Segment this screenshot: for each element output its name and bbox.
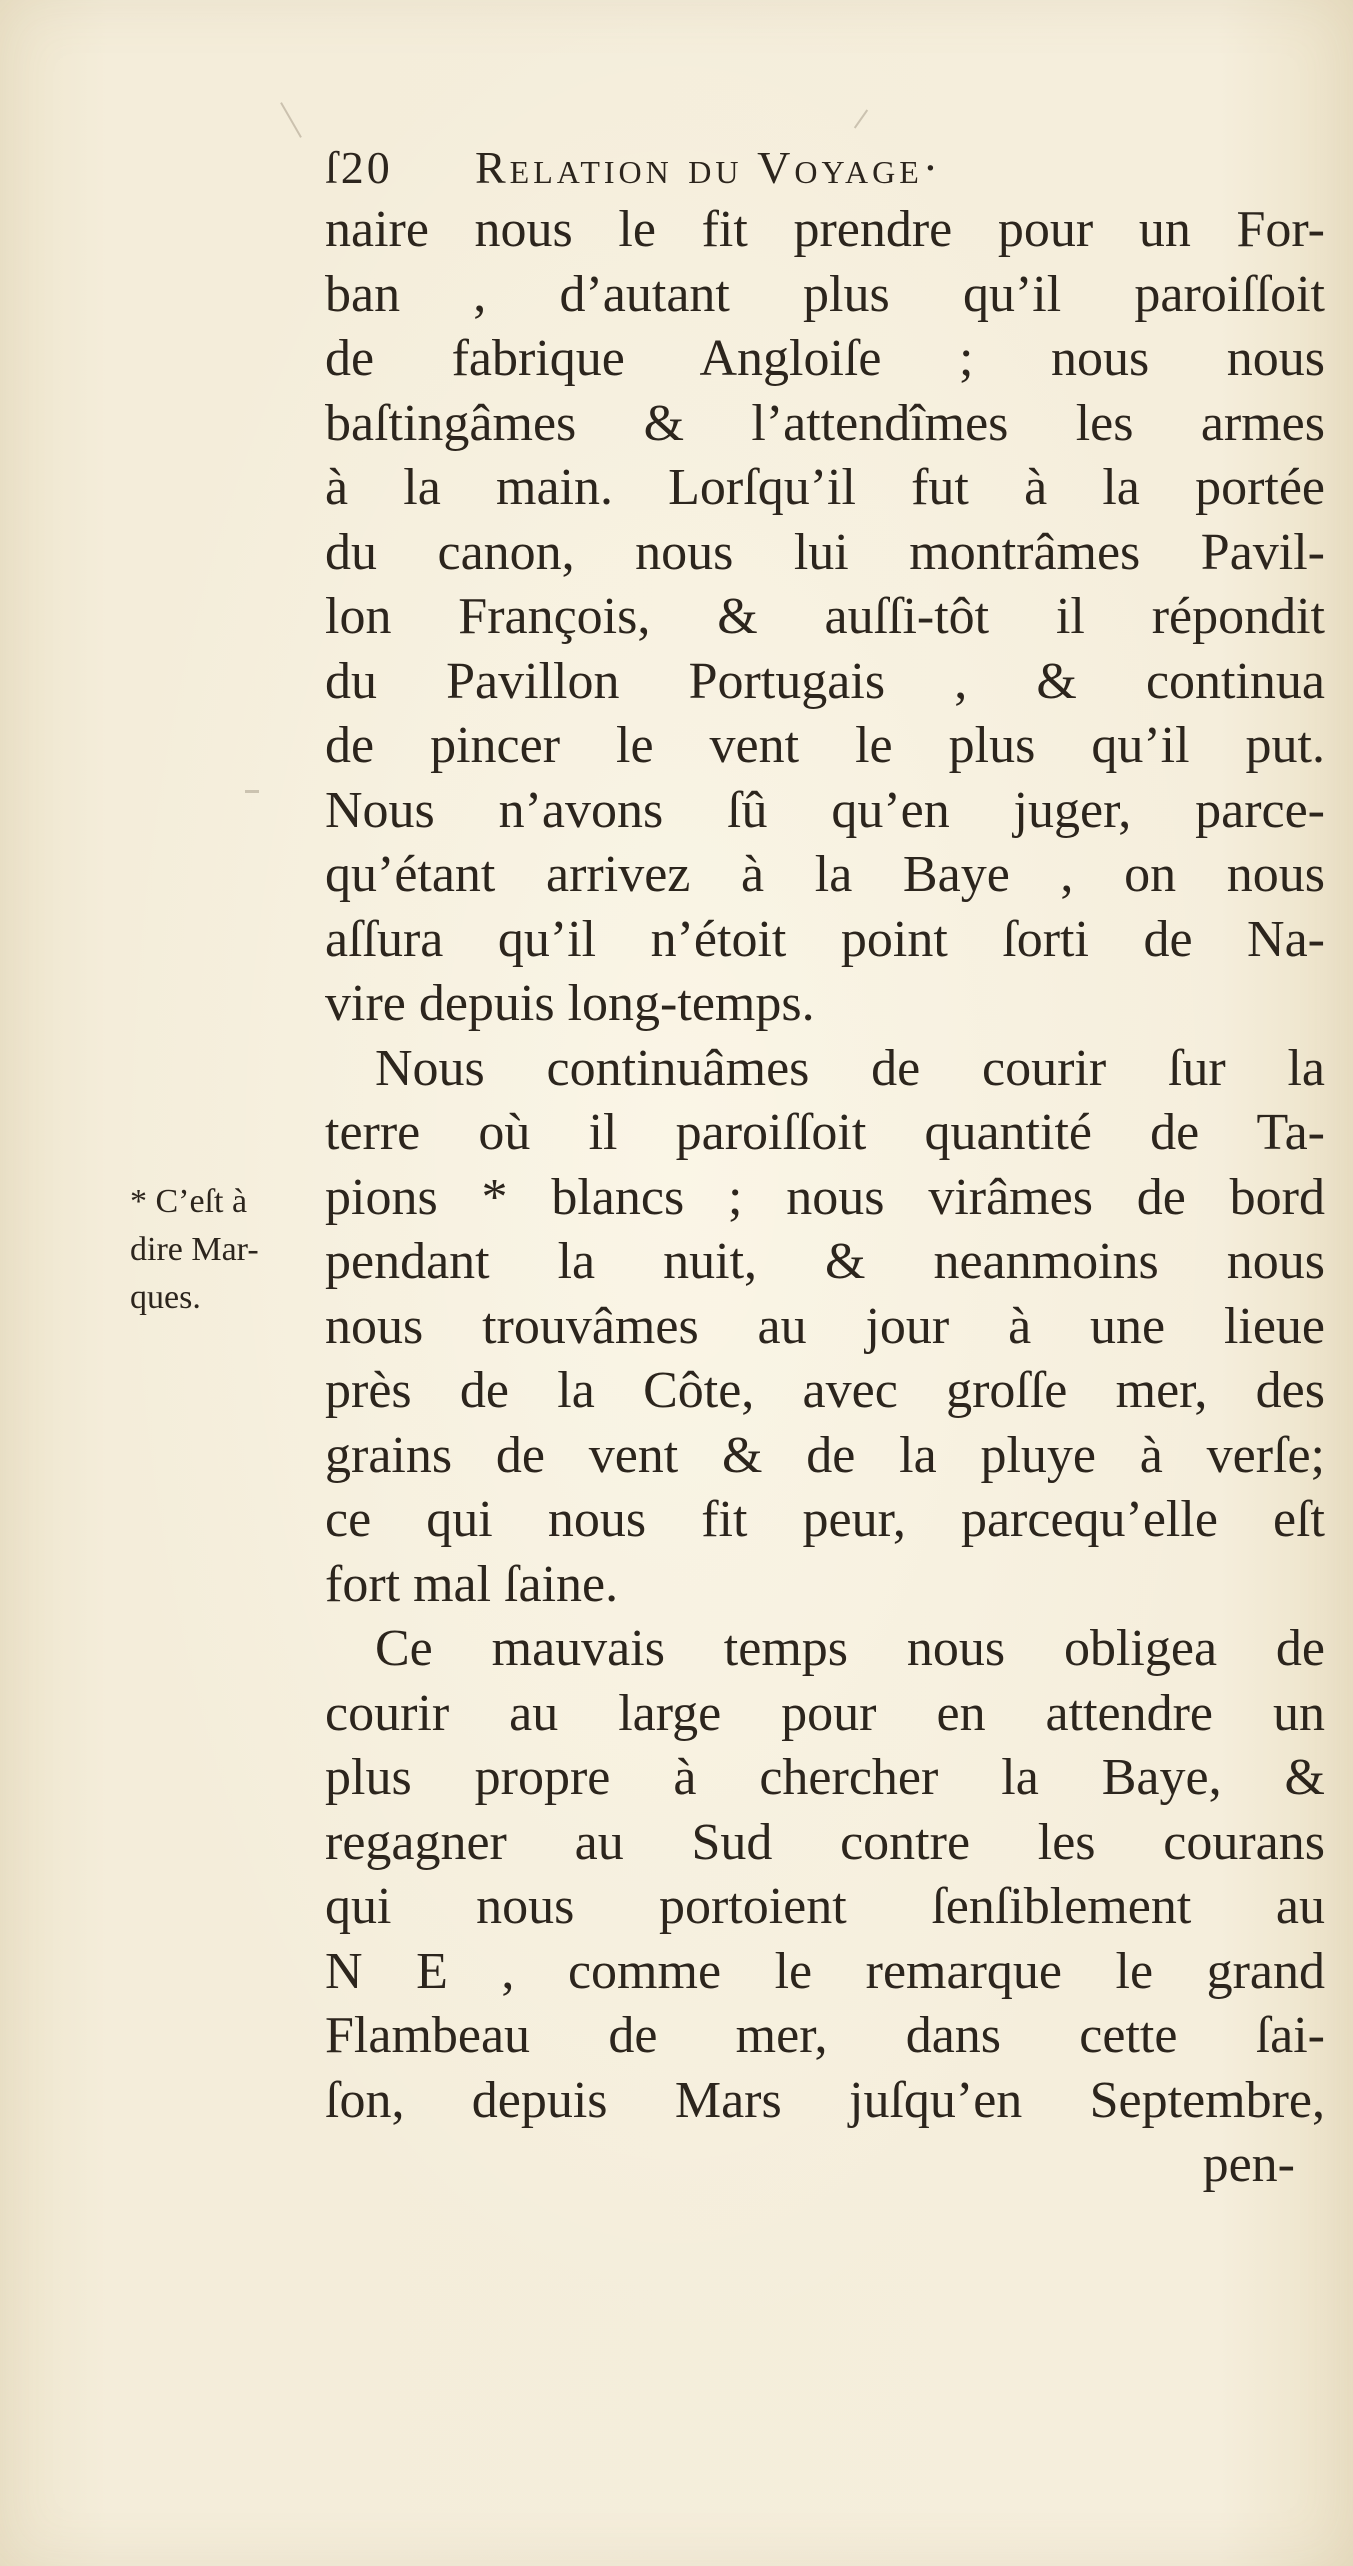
text-line: du Pavillon Portugais , & continua (325, 652, 1325, 710)
text-line: de pincer le vent le plus qu’il put. (325, 717, 1325, 774)
text-line: qu’étant arrivez à la Baye , on nous (325, 846, 1325, 903)
text-line: terre où il paroiſſoit quantité de Ta- (325, 1104, 1325, 1161)
text-line: regagner au Sud contre les courans (325, 1813, 1325, 1871)
text-line: nous trouvâmes au jour à une lieue (325, 1297, 1325, 1355)
text-line: N E , comme le remarque le grand (325, 1942, 1325, 2000)
margin-note-line: ques. (130, 1279, 201, 1316)
paragraph-start-line: Ce mauvais temps nous obligea de (375, 1620, 1325, 1677)
text-line: grains de vent & de la pluye à verſe; (325, 1426, 1325, 1484)
catchword: pen- (1202, 2136, 1295, 2193)
text-line: de fabrique Angloiſe ; nous nous (325, 330, 1325, 387)
text-line: naire nous le fit prendre pour un For- (325, 201, 1325, 258)
text-line: du canon, nous lui montrâmes Pavil- (325, 523, 1325, 581)
text-line: ban , d’autant plus qu’il paroiſſoit (325, 265, 1325, 323)
paper-blemish (245, 790, 259, 793)
running-head (325, 138, 1285, 198)
body-text (325, 198, 1325, 2198)
text-line: près de la Côte, avec groſſe mer, des (325, 1362, 1325, 1419)
text-line: Flambeau de mer, dans cette ſai- (325, 2007, 1325, 2064)
text-line: lon François, & auſſi-tôt il répondit (325, 588, 1325, 645)
paragraph-end-line: vire depuis long-temps. (325, 975, 815, 1032)
text-line: à la main. Lorſqu’il fut à la portée (325, 459, 1325, 516)
text-line: baſtingâmes & l’attendîmes les armes (325, 394, 1325, 452)
text-line: pendant la nuit, & neanmoins nous (325, 1233, 1325, 1290)
text-line: aſſura qu’il n’étoit point ſorti de Na- (325, 910, 1325, 968)
paragraph-end-line: fort mal ſaine. (325, 1555, 619, 1613)
text-line: pions * blancs ; nous virâmes de bord (325, 1168, 1325, 1226)
text-line: Nous n’avons ſû qu’en juger, parce- (325, 781, 1325, 839)
text-line: ſon, depuis Mars juſqu’en Septembre, (325, 2071, 1325, 2129)
margin-note-line: * C’eſt à (130, 1183, 248, 1220)
running-title: Relation du Voyage· (475, 142, 943, 193)
text-line: ce qui nous fit peur, parcequ’elle eſt (325, 1491, 1325, 1548)
text-line: courir au large pour en attendre un (325, 1684, 1325, 1742)
page-number: ſ20 (325, 142, 393, 193)
margin-note-line: dire Mar- (130, 1231, 259, 1268)
paragraph-start-line: Nous continuâmes de courir ſur la (375, 1039, 1325, 1097)
paper-blemish (280, 102, 302, 138)
text-line: qui nous portoient ſenſiblement au (325, 1878, 1325, 1935)
margin-note (130, 1178, 320, 1322)
paper-blemish (854, 109, 868, 128)
text-line: plus propre à chercher la Baye, & (325, 1749, 1325, 1806)
